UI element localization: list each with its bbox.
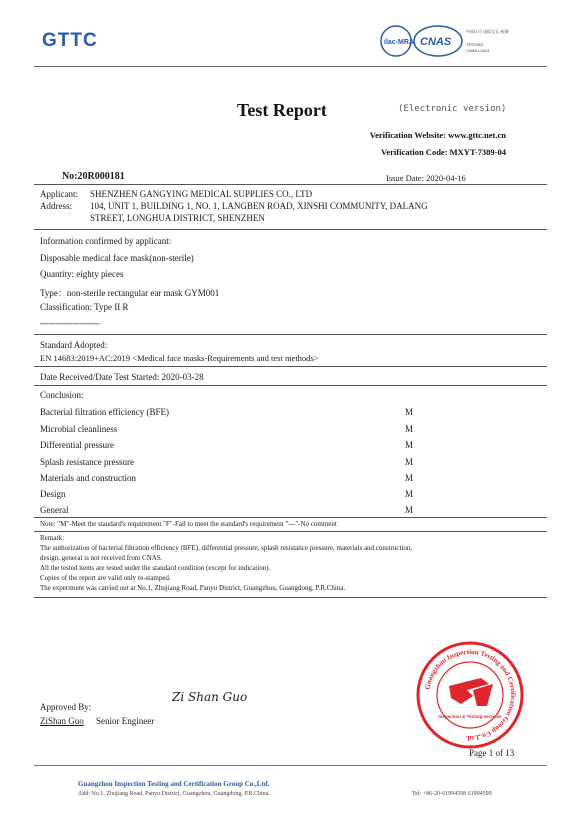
signature: Zi Shan Guo — [172, 690, 248, 704]
issue-date: Issue Date: 2020-04-16 — [386, 173, 466, 183]
product-type: Type：non-sterile rectangular ear mask GYM001 — [40, 288, 220, 298]
approver-role: Senior Engineer — [96, 716, 155, 726]
verification-code: Verification Code: MXYT-7389-04 — [381, 147, 506, 157]
footer-address: Add: No.1, Zhujiang Road, Panyu District, Guangzhou, Guangdong, P.R.China. — [78, 791, 270, 797]
divider — [34, 517, 547, 518]
conclusion-label: Conclusion: — [40, 390, 84, 400]
approved-by-label: Approved By: — [40, 702, 92, 712]
remark-label: Remark: — [40, 534, 65, 542]
seal-inner-text: Inspection & Testing services — [438, 714, 502, 719]
quantity: Quantity: eighty pieces — [40, 269, 124, 279]
testing-text: TESTING — [466, 42, 484, 47]
conclusion-item: Design — [40, 489, 66, 499]
address-label: Address: — [40, 201, 72, 211]
divider — [34, 229, 547, 230]
conclusion-result: M — [405, 505, 414, 515]
conclusion-item: General — [40, 505, 69, 515]
electronic-version-label: (Electronic version) — [398, 104, 507, 114]
page-number: Page 1 of 13 — [469, 748, 515, 758]
remark-line: The authorization of bacterial filtration efficiency (BFE), differential pressure, splash resistance pressure, materials and construction, — [40, 544, 413, 552]
footer-divider — [34, 765, 547, 766]
conclusion-result: M — [405, 440, 414, 450]
cnas-cn-text: 中国认可 国际互认 检测 — [466, 29, 509, 34]
address-line-2: STREET, LONGHUA DISTRICT, SHENZHEN — [90, 213, 265, 223]
footer-company: Guangzhou Inspection Testing and Certification Group Co.,Ltd. — [78, 780, 270, 788]
conclusion-item: Microbial cleanliness — [40, 424, 118, 434]
legend-note: Note: "M"-Meet the standard's requirement "F"-Fail to meet the standard's requirement "---"-No comment — [40, 520, 337, 528]
divider — [34, 184, 547, 185]
conclusion-result: M — [405, 424, 414, 434]
ilac-text: ilac-MRA — [384, 39, 414, 46]
verification-website: Verification Website: www.gttc.net.cn — [369, 130, 506, 140]
seal-ring-text: Guangzhou Inspection Testing and Certification Group Co.,Ltd. — [423, 647, 518, 743]
approver-name: ZiShan Guo — [40, 716, 84, 726]
report-number: No:20R000181 — [62, 171, 125, 182]
conclusion-result: M — [405, 473, 414, 483]
standard-label: Standard Adopted: — [40, 340, 108, 350]
remark-line: All the tested items are tested under the standard condition (except for indication). — [40, 564, 271, 572]
conclusion-result: M — [405, 407, 414, 417]
report-title: Test Report — [237, 100, 327, 120]
remark-line: The experiment was carried out at No.1, Zhujiang Road, Panyu District, Guangzhou, Guangdong, P.R.China. — [40, 584, 346, 592]
classification: Classification: Type II R — [40, 302, 129, 312]
info-heading: Information confirmed by applicant: — [40, 236, 172, 246]
cnas-number: CNAS L1914 — [466, 48, 490, 53]
footer-tel: Tel: +86-20-61994598 61994599 — [412, 791, 492, 797]
cnas-text: CNAS — [420, 36, 452, 48]
conclusion-item: Bacterial filtration efficiency (BFE) — [40, 407, 170, 417]
product-name: Disposable medical face mask(non-sterile) — [40, 253, 194, 263]
divider — [34, 531, 547, 532]
date-received: Date Received/Date Test Started: 2020-03-28 — [40, 372, 204, 382]
standard-value: EN 14683:2019+AC:2019 <Medical face masks-Requirements and test methods> — [40, 353, 319, 363]
conclusion-item: Materials and construction — [40, 473, 136, 483]
header-divider — [34, 66, 547, 67]
divider — [34, 597, 547, 598]
conclusion-item: Differential pressure — [40, 440, 115, 450]
dashes: -------------------- — [40, 318, 100, 328]
divider — [34, 334, 547, 335]
conclusion-item: Splash resistance pressure — [40, 457, 134, 467]
conclusion-result: M — [405, 457, 414, 467]
remark-line: design, general is not received from CNAS. — [40, 554, 163, 562]
address-line-1: 104, UNIT 1, BUILDING 1, NO. 1, LANGBEN ROAD, XINSHI COMMUNITY, DALANG — [90, 201, 428, 211]
gttc-emblem-icon — [449, 678, 493, 706]
applicant-label: Applicant: — [40, 189, 78, 199]
gttc-logo: GTTC — [42, 30, 98, 51]
applicant-name: SHENZHEN GANGYING MEDICAL SUPPLIES CO., LTD — [90, 189, 313, 199]
divider — [34, 385, 547, 386]
divider — [34, 366, 547, 367]
company-seal — [415, 640, 525, 750]
accreditation-logo — [376, 22, 516, 60]
remark-line: Copies of the report are valid only re-stamped. — [40, 574, 171, 582]
conclusion-result: M — [405, 489, 414, 499]
